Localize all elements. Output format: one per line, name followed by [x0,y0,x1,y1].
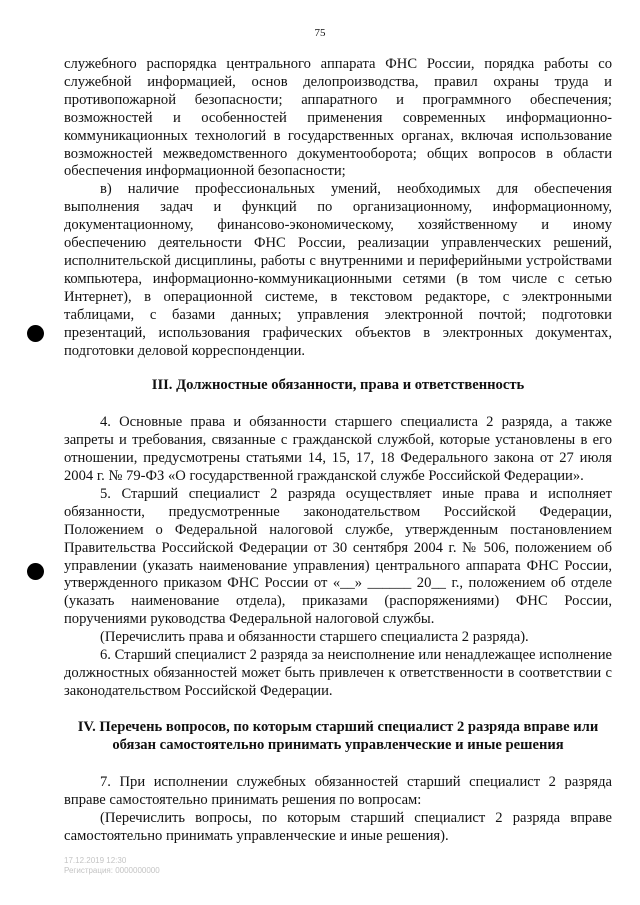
stamp-line-2: Регистрация: 0000000000 [64,866,160,875]
section-3-heading: III. Должностные обязанности, права и ответственность [151,377,525,394]
paragraph-7-note: (Перечислить вопросы, по которым старший специалист 2 разряда вправе самостоятельно принимать управленческие и иные решения). [64,809,612,844]
paragraph-6: 6. Старший специалист 2 разряда за неисполнение или ненадлежащее исполнение должностных обязанностей может быть привлечен к ответственности в соответствии с законодательством Российской Федерации. [64,647,612,699]
paragraph-continuation: служебного распорядка центрального аппарата ФНС России, порядка работы со служебной информацией, основ делопроизводства, правил охраны труда и противопожарной безопасности; аппаратного и программного обеспечения; возможностей и особенностей применения современных информационно-коммуникационных технологий в государственных органах, включая использование возможностей межведомственного документооборота; общих вопросов в области обеспечения информационной безопасности; [64,56,612,180]
paragraph-5-note: (Перечислить права и обязанности старшего специалиста 2 разряда). [100,629,529,646]
paragraph-skills: в) наличие профессиональных умений, необходимых для обеспечения выполнения задач и функций по организационному, информационному, документационному, финансово-экономическому, хозяйственному и иному обеспечению деятельности ФНС России, реализации управленческих решений, исполнительской дисциплины, работы с внутренними и периферийными устройствами компьютера, информационно-коммуникационными сетями (в том числе с сетью Интернет), в операционной системе, в текстовом редакторе, с электронными таблицами, с базами данных; управления электронной почтой; подготовки презентаций, использования графических объектов в электронных документах, подготовки деловой корреспонденции. [64,181,612,359]
page-number: 75 [314,27,326,39]
punch-hole-mark [27,563,44,580]
paragraph-5: 5. Старший специалист 2 разряда осуществляет иные права и исполняет обязанности, предусмотренные законодательством Российской Федерации, Положением о Федеральной налоговой службе, утвержденным постановлением Правительства Российской Федерации от 30 сентября 2004 г. № 506, положением об управлении (указать наименование управления) центрального аппарата ФНС России, утвержденного приказом ФНС России от «__» ______ 20__ г., положением об отделе (указать наименование отдела), приказами (распоряжениями) ФНС России, поручениями руководства Федеральной налоговой службы. [64,485,612,628]
punch-hole-mark [27,325,44,342]
document-body [64,56,612,845]
paragraph-4: 4. Основные права и обязанности старшего специалиста 2 разряда, а также запреты и требования, связанные с гражданской службой, которые установлены в его отношении, предусмотрены статьями 14, 15, 17, 18 Федерального закона от 27 июля 2004 г. № 79-ФЗ «О государственной гражданской службе Российской Федерации». [64,414,612,485]
registration-stamp [64,856,160,876]
section-4-heading: IV. Перечень вопросов, по которым старший специалист 2 разряда вправе или обязан самостоятельно принимать управленческие и иные решения [77,718,599,753]
stamp-line-1: 17.12.2019 12:30 [64,856,127,865]
paragraph-7: 7. При исполнении служебных обязанностей старший специалист 2 разряда вправе самостоятельно принимать решения по вопросам: [64,773,612,808]
